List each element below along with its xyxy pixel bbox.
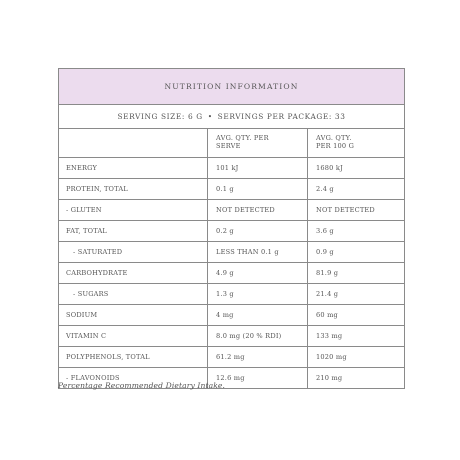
per-serve-value: 0.1 g — [207, 179, 307, 199]
per-100g-value: NOT DETECTED — [307, 200, 404, 220]
nutrient-name: ENERGY — [66, 164, 98, 172]
nutrition-table — [58, 68, 405, 389]
per-100g-value: 1680 kJ — [307, 158, 404, 178]
nutrient-name: - GLUTEN — [66, 206, 102, 214]
per-serve-column-header — [207, 129, 307, 157]
table-title: NUTRITION INFORMATION — [59, 69, 404, 105]
table-row — [59, 179, 404, 200]
servings-per-package: SERVINGS PER PACKAGE: 33 — [217, 112, 346, 121]
nutrient-name: VITAMIN C — [66, 332, 107, 340]
nutrient-column-header — [59, 129, 207, 157]
per-100g-value: 133 mg — [307, 326, 404, 346]
nutrient-name: FAT, TOTAL — [66, 227, 108, 235]
table-row — [59, 305, 404, 326]
per-100g-value: 60 mg — [307, 305, 404, 325]
per-serve-value: 8.0 mg (20 % RDI) — [207, 326, 307, 346]
nutrient-name: POLYPHENOLS, TOTAL — [66, 353, 150, 361]
serving-size: SERVING SIZE: 6 G — [117, 112, 203, 121]
per-serve-value: 4.9 g — [207, 263, 307, 283]
nutrient-name: SODIUM — [66, 311, 98, 319]
per-serve-value: 4 mg — [207, 305, 307, 325]
per-100g-value: 1020 mg — [307, 347, 404, 367]
table-row — [59, 263, 404, 284]
per-100g-value: 0.9 g — [307, 242, 404, 262]
per-100g-header-line2: PER 100 G — [316, 142, 355, 150]
per-serve-value: 12.6 mg — [207, 368, 307, 388]
table-row — [59, 158, 404, 179]
nutrient-name: PROTEIN, TOTAL — [66, 185, 128, 193]
nutrient-name: - FLAVONOIDS — [66, 374, 120, 382]
per-serve-value: 61.2 mg — [207, 347, 307, 367]
rdi-footnote: Percentage Recommended Dietary Intake. — [58, 381, 226, 390]
per-serve-value: 0.2 g — [207, 221, 307, 241]
per-100g-column-header — [307, 129, 404, 157]
table-row — [59, 326, 404, 347]
per-serve-value: NOT DETECTED — [207, 200, 307, 220]
per-serve-value: 101 kJ — [207, 158, 307, 178]
per-100g-value: 210 mg — [307, 368, 404, 388]
nutrient-name: - SUGARS — [73, 290, 109, 298]
nutrient-name: - SATURATED — [73, 248, 123, 256]
nutrient-name: CARBOHYDRATE — [66, 269, 128, 277]
per-100g-value: 3.6 g — [307, 221, 404, 241]
per-100g-header-line1: AVG. QTY. — [316, 134, 352, 142]
per-serve-header-line2: SERVE — [216, 142, 241, 150]
serving-separator: • — [207, 112, 213, 121]
serving-info — [59, 105, 404, 129]
table-row — [59, 242, 404, 263]
column-header-row — [59, 129, 404, 158]
per-100g-value: 81.9 g — [307, 263, 404, 283]
per-serve-value: 1.3 g — [207, 284, 307, 304]
table-row — [59, 200, 404, 221]
table-row — [59, 284, 404, 305]
per-100g-value: 2.4 g — [307, 179, 404, 199]
per-serve-value: LESS THAN 0.1 g — [207, 242, 307, 262]
per-100g-value: 21.4 g — [307, 284, 404, 304]
per-serve-header-line1: AVG. QTY. PER — [216, 134, 269, 142]
table-row — [59, 347, 404, 368]
table-row — [59, 221, 404, 242]
